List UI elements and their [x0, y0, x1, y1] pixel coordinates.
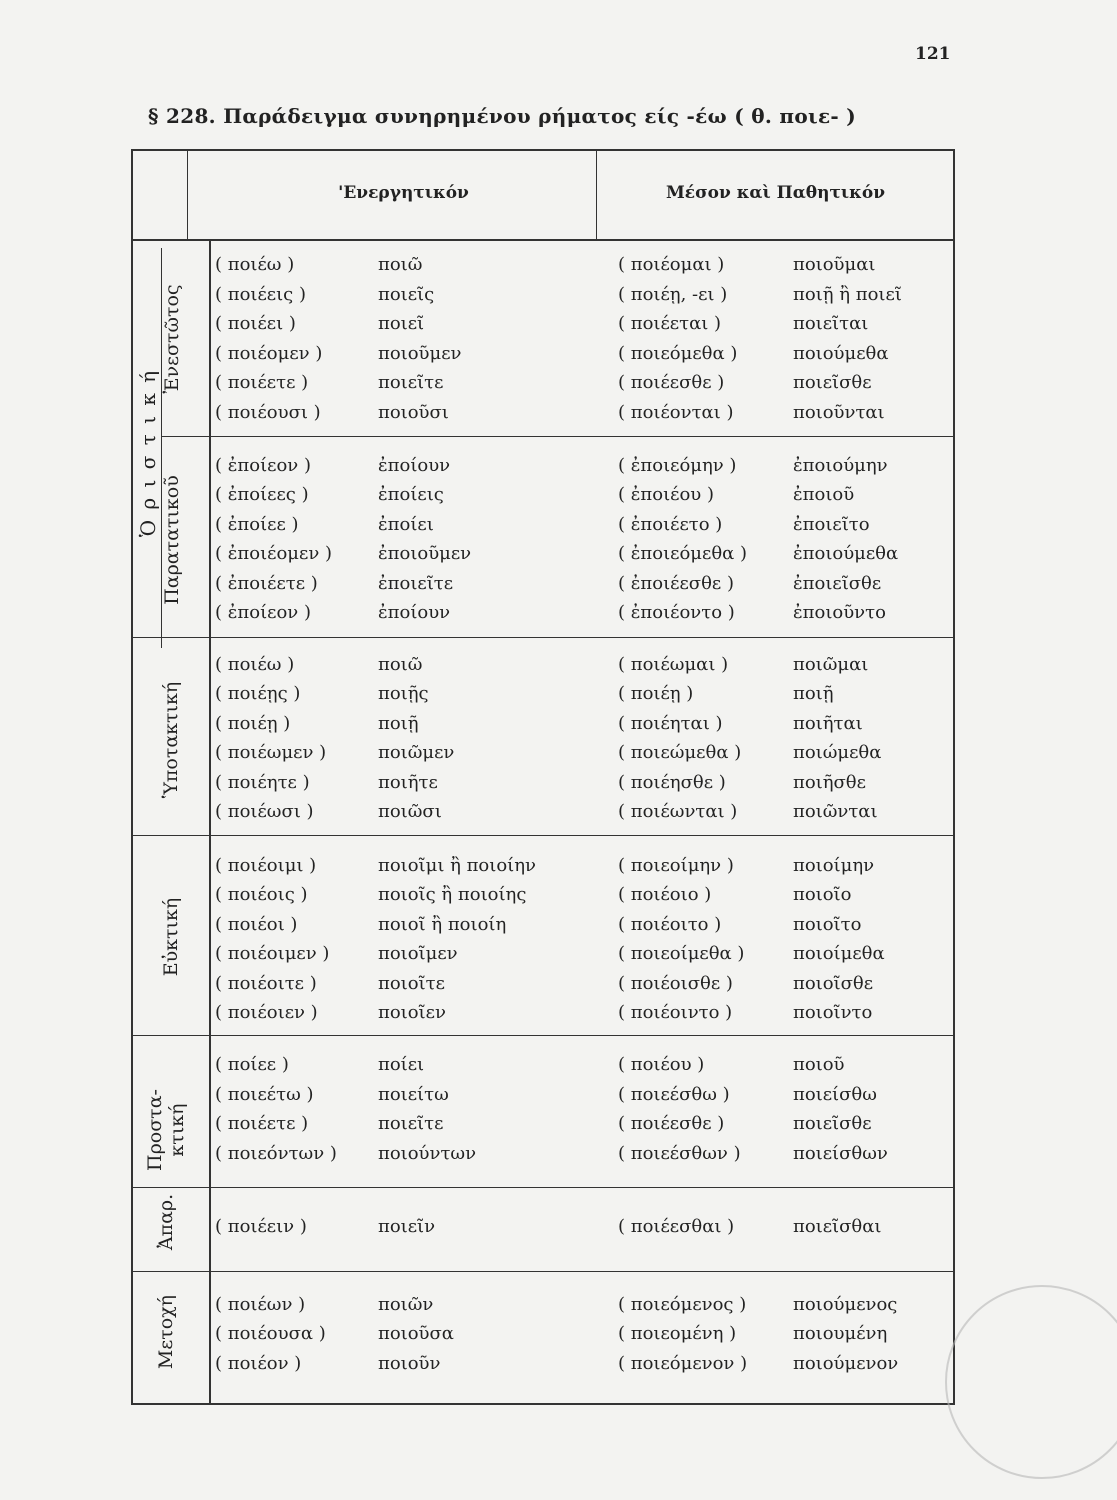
mp-uncontracted: ( ποιεώμεθα ) — [618, 742, 742, 763]
mp-contracted: ποιοῖσθε — [793, 972, 874, 994]
mp-contracted: ποιῆσθε — [793, 771, 866, 793]
mp-contracted: ποιούμενον — [793, 1352, 899, 1374]
mp-contracted: ποιοῖντο — [793, 1002, 873, 1023]
active-uncontracted: ( ποιέομεν ) — [215, 342, 323, 364]
mp-contracted: ποιοίμην — [793, 854, 875, 876]
active-contracted: ποιεῖ — [378, 313, 425, 334]
mp-uncontracted: ( ποιεέσθων ) — [618, 1142, 741, 1164]
label-imperative — [144, 1075, 188, 1185]
mp-uncontracted: ( ποιεόμεθα ) — [618, 342, 738, 364]
active-uncontracted: ( ποιέουσα ) — [215, 1323, 326, 1345]
mp-contracted: ποιοῦμαι — [793, 254, 876, 275]
mp-uncontracted: ( ποιέοισθε ) — [618, 972, 733, 994]
active-uncontracted: ( ποιέεις ) — [215, 283, 307, 305]
active-uncontracted: ( ποιέει ) — [215, 313, 296, 334]
active-uncontracted: ( ἐποιέομεν ) — [215, 543, 332, 564]
active-contracted: ποιοῖμεν — [378, 943, 458, 964]
active-uncontracted: ( ποιέειν ) — [215, 1216, 307, 1238]
mp-uncontracted: ( ἐποιέεσθε ) — [618, 572, 734, 594]
mp-uncontracted: ( ποιέονται ) — [618, 401, 734, 423]
mp-uncontracted: ( ποιεομένη ) — [618, 1323, 737, 1345]
active-contracted: ποιοῖ ἢ ποιοίη — [378, 913, 507, 935]
group-divider — [133, 637, 953, 638]
mp-uncontracted: ( ποιέηται ) — [618, 712, 723, 734]
active-uncontracted: ( ποιέῃς ) — [215, 683, 301, 704]
active-contracted: ποιῶσι — [378, 801, 442, 822]
mp-contracted: ποιοῦνται — [793, 401, 885, 423]
mp-uncontracted: ( ἐποιέοντο ) — [618, 602, 735, 623]
mp-contracted: ποιοίμεθα — [793, 943, 885, 964]
mp-uncontracted: ( ποιέωνται ) — [618, 801, 738, 822]
mp-contracted: ποιώμεθα — [793, 742, 882, 763]
mp-uncontracted: ( ποιεέσθω ) — [618, 1083, 730, 1105]
header-col-divider-1 — [187, 151, 188, 239]
active-uncontracted: ( ποιέοιεν ) — [215, 1002, 318, 1023]
active-contracted: ποιῆτε — [378, 771, 438, 793]
mp-uncontracted: ( ποιέεσθε ) — [618, 372, 725, 393]
mp-contracted: ποιοῦ — [793, 1054, 845, 1075]
active-contracted: ποιεῖτε — [378, 372, 444, 393]
mp-contracted: ποιείσθω — [793, 1083, 877, 1105]
mp-uncontracted: ( ποιέῃ, -ει ) — [618, 283, 728, 305]
mp-contracted: ἐποιεῖσθε — [793, 572, 882, 594]
header-middle-passive: Μέσον καὶ Παθητικόν — [665, 183, 886, 203]
mp-uncontracted: ( ἐποιεόμην ) — [618, 454, 737, 476]
mp-contracted: ποιεῖσθαι — [793, 1216, 882, 1238]
active-uncontracted: ( ποιέητε ) — [215, 771, 310, 793]
conjugation-table — [131, 149, 955, 1405]
active-contracted: ἐποίουν — [378, 454, 451, 476]
mp-uncontracted: ( ποιέωμαι ) — [618, 653, 729, 675]
group-divider — [133, 1035, 953, 1036]
active-uncontracted: ( ποιεέτω ) — [215, 1083, 314, 1105]
mp-contracted: ποιοῖτο — [793, 913, 862, 935]
active-uncontracted: ( ἐποίεον ) — [215, 454, 311, 476]
label-subjunctive: Ὑποτακτική — [160, 681, 182, 799]
mp-contracted: ἐποιεῖτο — [793, 513, 870, 535]
mp-uncontracted: ( ποιέεσθε ) — [618, 1113, 725, 1134]
mp-uncontracted: ( ἐποιέετο ) — [618, 513, 723, 535]
active-uncontracted: ( ποιέοιμεν ) — [215, 943, 330, 964]
active-contracted: ποιεῖν — [378, 1216, 436, 1238]
label-imperative-1: Προστα- — [144, 1089, 166, 1171]
mp-uncontracted: ( ποιέεται ) — [618, 313, 722, 334]
active-uncontracted: ( ἐποίεον ) — [215, 602, 311, 623]
mp-uncontracted: ( ποιέομαι ) — [618, 254, 725, 275]
active-uncontracted: ( ποιέω ) — [215, 653, 295, 675]
active-contracted: ἐποιεῖτε — [378, 572, 454, 594]
mp-contracted: ποιουμένη — [793, 1323, 888, 1345]
mp-uncontracted: ( ποιέησθε ) — [618, 771, 726, 793]
active-contracted: ποιῶ — [378, 653, 423, 675]
active-uncontracted: ( ποιέοις ) — [215, 884, 308, 905]
group-divider — [161, 436, 953, 437]
active-contracted: ποιῇ — [378, 712, 419, 734]
active-uncontracted: ( ἐποιέετε ) — [215, 572, 318, 594]
active-contracted: ποιῶμεν — [378, 742, 455, 763]
mp-contracted: ἐποιοῦντο — [793, 602, 886, 623]
active-contracted: ποιῇς — [378, 683, 429, 704]
active-uncontracted: ( ἐποίεες ) — [215, 484, 309, 505]
active-contracted: ἐποίουν — [378, 602, 451, 623]
active-contracted: ποιείτω — [378, 1083, 449, 1105]
section-title: § 228. Παράδειγμα συνηρημένου ρήματος είς -έω ( θ. ποιε- ) — [148, 104, 857, 128]
active-uncontracted: ( ποιέον ) — [215, 1352, 302, 1374]
active-contracted: ποιοῦν — [378, 1352, 441, 1374]
mp-uncontracted: ( ποιεόμενον ) — [618, 1352, 748, 1374]
mp-uncontracted: ( ἐποιεόμεθα ) — [618, 543, 748, 564]
active-contracted: ποιούντων — [378, 1142, 477, 1164]
label-infinitive: Ἀπαρ. — [155, 1193, 177, 1251]
mp-uncontracted: ( ποιέοιντο ) — [618, 1002, 733, 1023]
label-present: Ἐνεστῶτος — [161, 284, 183, 394]
active-uncontracted: ( ποιέοι ) — [215, 913, 298, 935]
mp-contracted: ποιεῖσθε — [793, 372, 872, 393]
active-contracted: ἐποιοῦμεν — [378, 543, 472, 564]
active-contracted: ποιοῖτε — [378, 972, 445, 994]
group-divider — [133, 1187, 953, 1188]
mp-contracted: ποιούμεθα — [793, 342, 889, 364]
active-contracted: ποιοῦμεν — [378, 342, 462, 364]
mp-contracted: ποιῶνται — [793, 801, 878, 822]
active-contracted: ἐποίει — [378, 513, 434, 535]
mp-contracted: ποιεῖται — [793, 313, 869, 334]
mp-contracted: ποιείσθων — [793, 1142, 888, 1164]
active-uncontracted: ( ποιέετε ) — [215, 1113, 309, 1134]
mp-uncontracted: ( ἐποιέου ) — [618, 484, 714, 505]
active-contracted: ποίει — [378, 1054, 425, 1075]
active-uncontracted: ( ποιέωμεν ) — [215, 742, 327, 763]
mp-uncontracted: ( ποιεοίμεθα ) — [618, 943, 745, 964]
label-imperative-2: κτική — [166, 1103, 188, 1157]
active-uncontracted: ( ποίεε ) — [215, 1054, 289, 1075]
active-uncontracted: ( ποιέωσι ) — [215, 801, 314, 822]
mp-contracted: ἐποιούμεθα — [793, 543, 899, 564]
mp-contracted: ποιῇ ἢ ποιεῖ — [793, 283, 902, 305]
active-uncontracted: ( ποιέων ) — [215, 1293, 306, 1315]
label-imperfect: Παρατατικοῦ — [161, 475, 183, 605]
mp-uncontracted: ( ποιέῃ ) — [618, 683, 694, 704]
label-optative: Εὐκτική — [160, 897, 182, 977]
mp-contracted: ποιῇ — [793, 683, 834, 704]
mp-uncontracted: ( ποιέοιο ) — [618, 884, 712, 905]
active-uncontracted: ( ποιεόντων ) — [215, 1142, 337, 1164]
label-col-divider — [209, 239, 211, 1403]
label-indicative: Ὁ ρ ι σ τ ι κ ή — [136, 368, 160, 538]
active-contracted: ποιεῖτε — [378, 1113, 444, 1134]
mp-contracted: ἐποιούμην — [793, 454, 888, 476]
group-divider — [133, 1271, 953, 1272]
group-divider — [133, 835, 953, 836]
active-contracted: ποιοῖεν — [378, 1002, 446, 1023]
active-contracted: ποιοῖς ἢ ποιοίης — [378, 884, 527, 905]
mp-contracted: ποιούμενος — [793, 1293, 898, 1315]
header-divider — [133, 239, 953, 241]
active-uncontracted: ( ποιέοιμι ) — [215, 854, 317, 876]
mp-uncontracted: ( ποιεόμενος ) — [618, 1293, 747, 1315]
active-uncontracted: ( ἐποίεε ) — [215, 513, 299, 535]
mp-contracted: ποιεῖσθε — [793, 1113, 872, 1134]
active-contracted: ποιοῖμι ἢ ποιοίην — [378, 854, 536, 876]
mp-uncontracted: ( ποιέου ) — [618, 1054, 705, 1075]
mp-uncontracted: ( ποιέοιτο ) — [618, 913, 722, 935]
active-uncontracted: ( ποιέουσι ) — [215, 401, 321, 423]
active-contracted: ποιεῖς — [378, 283, 435, 305]
active-uncontracted: ( ποιέοιτε ) — [215, 972, 317, 994]
active-uncontracted: ( ποιέῃ ) — [215, 712, 291, 734]
library-stamp — [945, 1285, 1117, 1479]
active-contracted: ποιῶν — [378, 1293, 434, 1315]
mp-uncontracted: ( ποιεοίμην ) — [618, 854, 734, 876]
active-contracted: ποιοῦσι — [378, 401, 449, 423]
page-number: 121 — [915, 44, 951, 64]
header-active: 'Ενεργητικόν — [338, 183, 469, 203]
active-uncontracted: ( ποιέετε ) — [215, 372, 309, 393]
label-participle: Μετοχή — [155, 1294, 177, 1370]
mp-contracted: ἐποιοῦ — [793, 484, 855, 505]
active-contracted: ποιῶ — [378, 254, 423, 275]
active-contracted: ποιοῦσα — [378, 1323, 454, 1345]
mp-contracted: ποιῆται — [793, 712, 863, 734]
mp-uncontracted: ( ποιέεσθαι ) — [618, 1216, 735, 1238]
active-uncontracted: ( ποιέω ) — [215, 254, 295, 275]
mp-contracted: ποιῶμαι — [793, 653, 869, 675]
active-contracted: ἐποίεις — [378, 484, 444, 505]
mp-contracted: ποιοῖο — [793, 884, 852, 905]
